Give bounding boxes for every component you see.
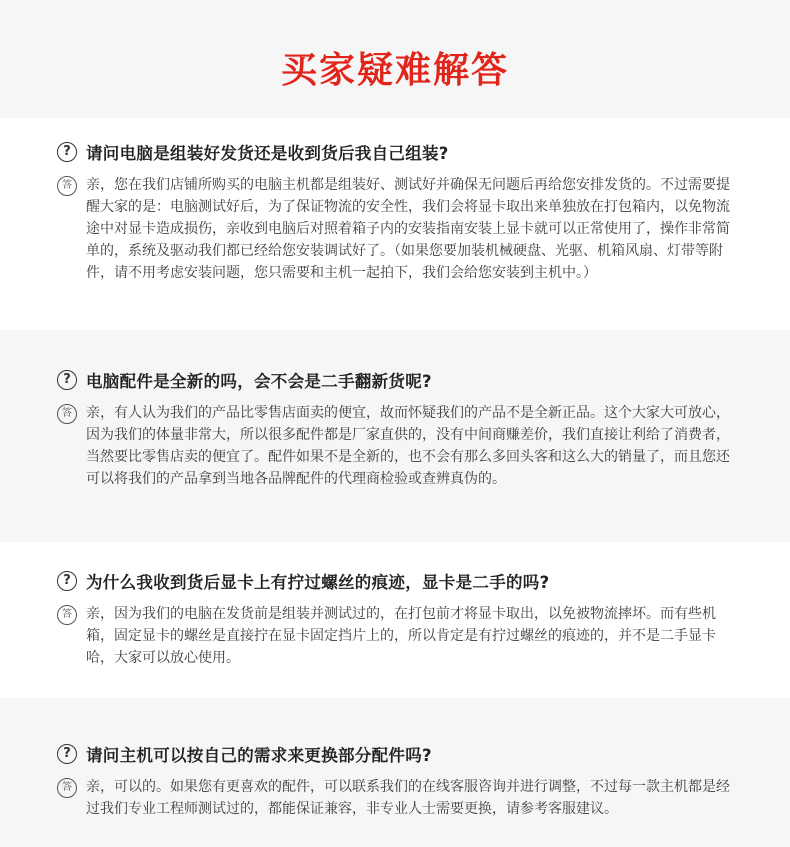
faq-answer: 亲，因为我们的电脑在发货前是组装并测试过的，在打包前才将显卡取出，以免被物流摔坏。而有些机箱，固定显卡的螺丝是直接拧在显卡固定挡片上的，所以肯定是有拧过螺丝的痕迹的，并不是二手显卡哈，大家可以放心使用。 xyxy=(86,606,716,666)
faq-item-3 xyxy=(0,542,790,698)
faq-question: 请问电脑是组装好发货还是收到货后我自己组装? xyxy=(86,144,449,163)
faq-question: 电脑配件是全新的吗，会不会是二手翻新货呢? xyxy=(86,372,432,391)
question-circle-icon: ? xyxy=(57,142,77,162)
page-header xyxy=(0,0,790,118)
faq-answer: 亲，您在我们店铺所购买的电脑主机都是组装好、测试好并确保无问题后再给您安排发货的。不过需要提醒大家的是：电脑测试好后，为了保证物流的安全性，我们会将显卡取出来单独放在打包箱内，以免物流途中对显卡造成损伤，亲收到电脑后对照着箱子内的安装指南安装上显卡就可以正常使用了，操作非常简单的，系统及驱动我们都已经给您安装调试好了。（如果您要加装机械硬盘、光驱、机箱风扇、灯带等附件，请不用考虑安装问题，您只需要和主机一起拍下，我们会给您安装到主机中。） xyxy=(86,177,730,281)
faq-answer: 亲，有人认为我们的产品比零售店面卖的便宜，故而怀疑我们的产品不是全新正品。这个大家大可放心，因为我们的体量非常大，所以很多配件都是厂家直供的，没有中间商赚差价，我们直接让利给了消费者，当然要比零售店卖的便宜了。配件如果不是全新的，也不会有那么多回头客和这么大的销量了，而且您还可以将我们的产品拿到当地各品牌配件的代理商检验或查辨真伪的。 xyxy=(86,405,730,487)
faq-question-row xyxy=(57,140,740,164)
faq-answer-row xyxy=(57,402,740,490)
faq-item-2 xyxy=(0,330,790,542)
faq-answer-row xyxy=(57,603,740,669)
faq-answer: 亲，可以的。如果您有更喜欢的配件，可以联系我们的在线客服咨询并进行调整，不过每一款主机都是经过我们专业工程师测试过的，都能保证兼容，非专业人士需要更换，请参考客服建议。 xyxy=(86,779,730,817)
faq-question-row xyxy=(57,569,740,593)
faq-question: 请问主机可以按自己的需求来更换部分配件吗? xyxy=(86,746,432,765)
answer-circle-icon: 答 xyxy=(57,404,77,424)
faq-item-4 xyxy=(0,698,790,847)
question-circle-icon: ? xyxy=(57,571,77,591)
faq-answer-row xyxy=(57,776,740,820)
faq-item-1 xyxy=(0,118,790,330)
faq-question-row xyxy=(57,368,740,392)
question-circle-icon: ? xyxy=(57,370,77,390)
faq-question-row xyxy=(57,742,740,766)
page-title: 买家疑难解答 xyxy=(280,49,509,91)
faq-question: 为什么我收到货后显卡上有拧过螺丝的痕迹，显卡是二手的吗? xyxy=(86,573,550,592)
faq-answer-row xyxy=(57,174,740,284)
question-circle-icon: ? xyxy=(57,744,77,764)
answer-circle-icon: 答 xyxy=(57,605,77,625)
answer-circle-icon: 答 xyxy=(57,778,77,798)
answer-circle-icon: 答 xyxy=(57,176,77,196)
